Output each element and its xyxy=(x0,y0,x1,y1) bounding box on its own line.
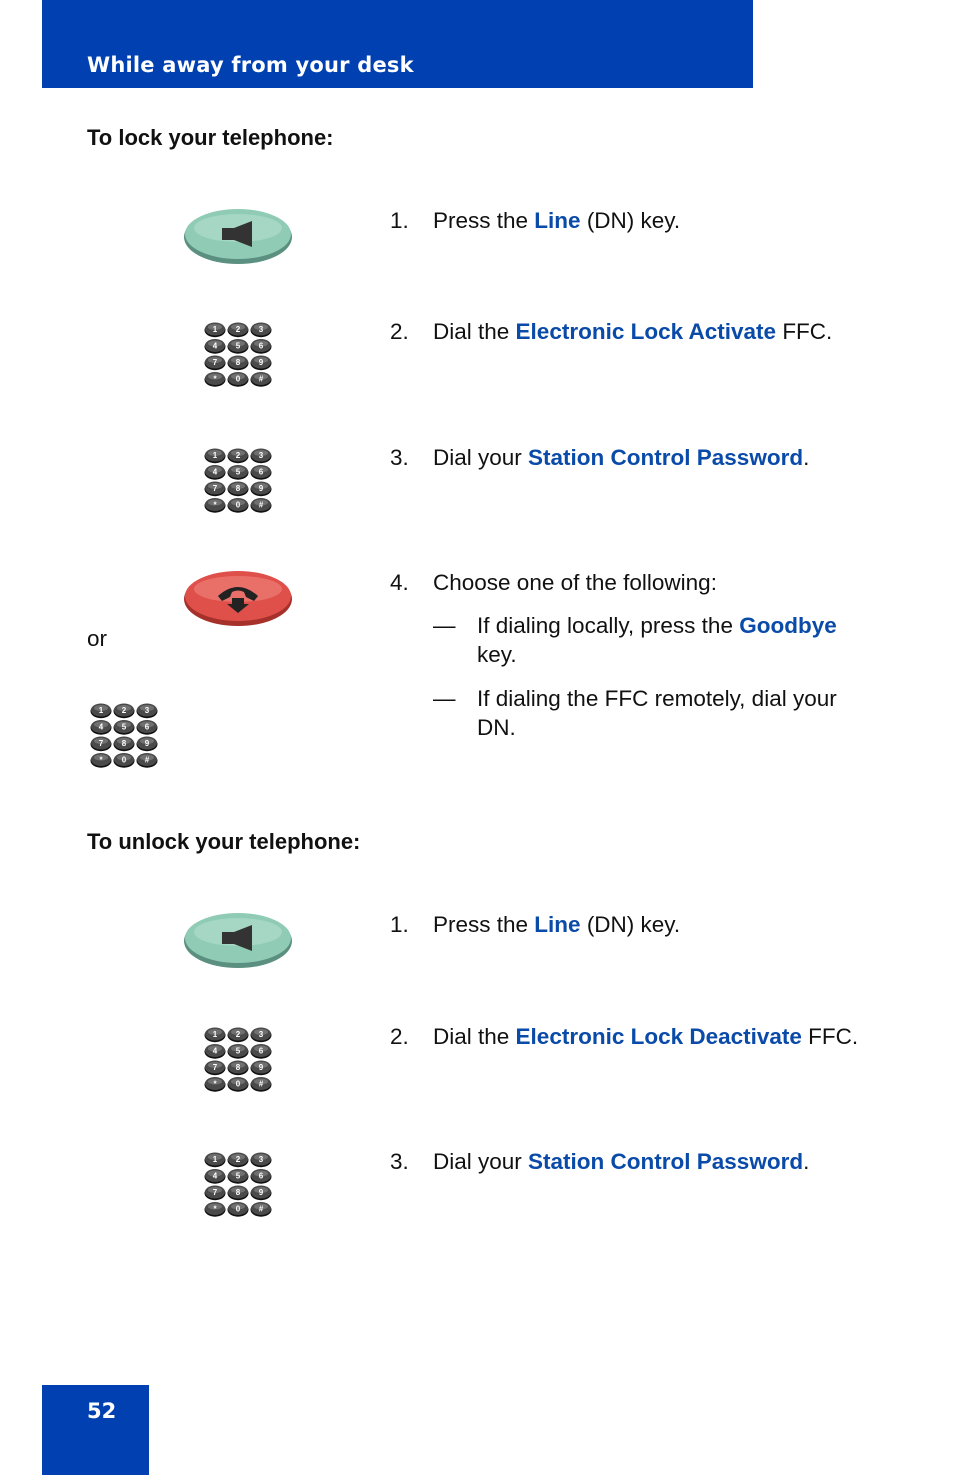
dialpad-key-label: 6 xyxy=(258,341,264,351)
dialpad-key-label: 1 xyxy=(212,1030,218,1039)
dialpad-key xyxy=(205,1202,226,1217)
dialpad-key-label: 3 xyxy=(144,706,150,715)
dialpad-key-label: 0 xyxy=(235,1079,241,1089)
dialpad-key-label: # xyxy=(258,500,264,510)
dialpad-key xyxy=(228,323,249,338)
dialpad-key-label: 6 xyxy=(258,467,264,477)
page-number: 52 xyxy=(87,1399,117,1423)
step-text: FFC. xyxy=(801,1024,859,1049)
dialpad-key xyxy=(205,482,226,497)
option-text: If dialing locally, press the xyxy=(477,613,740,638)
dialpad-key xyxy=(137,720,158,735)
dialpad-key-label: 7 xyxy=(98,739,104,748)
dialpad-key-label: 1 xyxy=(212,451,218,460)
dialpad-key-label: * xyxy=(213,1079,217,1089)
dialpad-key xyxy=(228,1044,249,1059)
dialpad-key xyxy=(205,372,226,387)
dialpad-key-label: 6 xyxy=(144,722,150,732)
dialpad-key-label: 2 xyxy=(235,1030,241,1039)
goodbye-key-icon xyxy=(182,568,294,628)
dialpad-key xyxy=(205,323,226,338)
dialpad-key xyxy=(137,753,158,768)
dialpad-key-label: 7 xyxy=(212,1063,218,1072)
lock-heading: To lock your telephone: xyxy=(87,125,334,150)
dialpad-key-label: 4 xyxy=(212,1171,218,1181)
dialpad-key xyxy=(205,1061,226,1076)
dialpad-key-label: 2 xyxy=(235,325,241,334)
dialpad-key xyxy=(205,1186,226,1201)
dialpad-key xyxy=(137,704,158,719)
dialpad-key-label: 5 xyxy=(235,467,241,477)
dialpad-key-label: 9 xyxy=(144,739,150,748)
dialpad-key xyxy=(137,737,158,752)
step-text: Press the xyxy=(433,912,535,937)
dialpad-key-label: 4 xyxy=(212,341,218,351)
step-number: 2. xyxy=(390,319,409,344)
step-number: 1. xyxy=(390,208,409,233)
dialpad-key-label: 8 xyxy=(235,358,241,367)
dialpad-key xyxy=(228,498,249,513)
dialpad-key-label: 0 xyxy=(121,755,127,765)
dialpad-key-label: 7 xyxy=(212,1188,218,1197)
dialpad-key xyxy=(228,1153,249,1168)
dialpad-key xyxy=(251,1153,272,1168)
dialpad-key-label: # xyxy=(258,1079,264,1089)
option-text: key. xyxy=(477,642,517,667)
dialpad-key xyxy=(205,339,226,354)
dialpad-key xyxy=(251,498,272,513)
line-key-term: Line xyxy=(534,912,581,937)
dialpad-key xyxy=(228,1028,249,1043)
dialpad-key xyxy=(228,1186,249,1201)
step-number: 1. xyxy=(390,912,409,937)
dialpad-key xyxy=(91,753,112,768)
dialpad-key-label: 3 xyxy=(258,1155,264,1164)
dash: — xyxy=(433,613,456,638)
dialpad-key-label: 9 xyxy=(258,358,264,367)
dialpad-key xyxy=(228,1169,249,1184)
dialpad-key xyxy=(251,1061,272,1076)
dialpad-key xyxy=(228,465,249,480)
goodbye-term: Goodbye xyxy=(739,613,837,638)
dialpad-key-label: 2 xyxy=(235,1155,241,1164)
dialpad-key xyxy=(251,356,272,371)
dialpad-key xyxy=(228,1077,249,1092)
dialpad-key xyxy=(114,720,135,735)
dialpad-key-label: 4 xyxy=(212,1046,218,1056)
dialpad-key-label: * xyxy=(213,1204,217,1214)
dialpad-icon xyxy=(204,321,272,387)
option-text: If dialing the FFC remotely, dial your DN. xyxy=(477,686,837,740)
dialpad-key xyxy=(251,1169,272,1184)
password-term: Station Control Password xyxy=(528,445,804,470)
page-number-box xyxy=(42,1385,149,1475)
step-number: 3. xyxy=(390,1149,409,1174)
dialpad-key-label: 8 xyxy=(235,1188,241,1197)
step-text: Dial the xyxy=(433,1024,516,1049)
dialpad-key xyxy=(251,1044,272,1059)
dialpad-key-label: 3 xyxy=(258,325,264,334)
dialpad-key xyxy=(251,372,272,387)
dialpad-key xyxy=(91,720,112,735)
step-text: (DN) key. xyxy=(580,912,681,937)
dialpad-icon xyxy=(204,447,272,513)
header-bar xyxy=(42,0,753,88)
step-number: 4. xyxy=(390,570,409,595)
dialpad-key-label: 7 xyxy=(212,484,218,493)
dialpad-key-label: 8 xyxy=(121,739,127,748)
step-text: . xyxy=(803,1149,810,1174)
step-number: 3. xyxy=(390,445,409,470)
dialpad-key xyxy=(205,1044,226,1059)
dialpad-key xyxy=(251,1186,272,1201)
dialpad-key xyxy=(228,356,249,371)
header-title: While away from your desk xyxy=(87,53,414,77)
dialpad-key xyxy=(251,482,272,497)
dialpad-key-label: 2 xyxy=(121,706,127,715)
dialpad-icon xyxy=(204,1151,272,1217)
ffc-term: Electronic Lock Activate xyxy=(515,319,777,344)
step-text: Dial the xyxy=(433,319,516,344)
dialpad-key-label: 6 xyxy=(258,1171,264,1181)
dialpad-key xyxy=(228,1202,249,1217)
dialpad-key xyxy=(251,323,272,338)
dialpad-key-label: 9 xyxy=(258,1188,264,1197)
dialpad-key xyxy=(251,1028,272,1043)
dialpad-key xyxy=(205,449,226,464)
dialpad-icon xyxy=(90,702,158,768)
dialpad-key-label: 4 xyxy=(212,467,218,477)
dialpad-key xyxy=(228,1061,249,1076)
dialpad-key xyxy=(228,372,249,387)
dialpad-key xyxy=(251,1077,272,1092)
dialpad-key xyxy=(251,465,272,480)
dialpad-key xyxy=(205,1153,226,1168)
dialpad-key-label: * xyxy=(213,374,217,384)
dialpad-key xyxy=(205,498,226,513)
dialpad-key xyxy=(251,1202,272,1217)
dialpad-key-label: 4 xyxy=(98,722,104,732)
line-key-icon xyxy=(182,206,294,266)
step-text: Dial your xyxy=(433,445,529,470)
step-text: FFC. xyxy=(776,319,833,344)
step-text: (DN) key. xyxy=(580,208,681,233)
dialpad-key-label: 1 xyxy=(212,325,218,334)
unlock-heading: To unlock your telephone: xyxy=(87,829,361,854)
dialpad-key-label: * xyxy=(213,500,217,510)
dialpad-key xyxy=(205,1169,226,1184)
dialpad-key-label: 8 xyxy=(235,484,241,493)
step-text: Dial your xyxy=(433,1149,529,1174)
password-term: Station Control Password xyxy=(528,1149,804,1174)
step-number: 2. xyxy=(390,1024,409,1049)
dialpad-key xyxy=(205,356,226,371)
dialpad-key-label: 5 xyxy=(235,1046,241,1056)
dialpad-key xyxy=(205,1077,226,1092)
dialpad-key xyxy=(205,1028,226,1043)
dialpad-key-label: # xyxy=(258,1204,264,1214)
ffc-term: Electronic Lock Deactivate xyxy=(515,1024,802,1049)
dialpad-key-label: 3 xyxy=(258,451,264,460)
dialpad-key-label: # xyxy=(144,755,150,765)
dialpad-key-label: 9 xyxy=(258,484,264,493)
dialpad-key-label: 5 xyxy=(121,722,127,732)
dialpad-key xyxy=(251,449,272,464)
dialpad-icon xyxy=(204,1026,272,1092)
dialpad-key xyxy=(91,737,112,752)
dialpad-key-label: 0 xyxy=(235,374,241,384)
dialpad-key-label: 8 xyxy=(235,1063,241,1072)
dialpad-key xyxy=(114,753,135,768)
dialpad-key xyxy=(228,449,249,464)
dialpad-key xyxy=(205,465,226,480)
dash: — xyxy=(433,686,456,711)
dialpad-key-label: 0 xyxy=(235,1204,241,1214)
dialpad-key xyxy=(114,737,135,752)
dialpad-key-label: 6 xyxy=(258,1046,264,1056)
dialpad-key-label: 2 xyxy=(235,451,241,460)
dialpad-key-label: 1 xyxy=(98,706,104,715)
dialpad-key-label: 9 xyxy=(258,1063,264,1072)
dialpad-key xyxy=(228,339,249,354)
line-key-term: Line xyxy=(534,208,581,233)
dialpad-key-label: 5 xyxy=(235,341,241,351)
dialpad-key-label: 5 xyxy=(235,1171,241,1181)
dialpad-key-label: 0 xyxy=(235,500,241,510)
step-text: Choose one of the following: xyxy=(433,570,717,595)
step-text: Press the xyxy=(433,208,535,233)
dialpad-key-label: 7 xyxy=(212,358,218,367)
dialpad-key-label: 1 xyxy=(212,1155,218,1164)
line-key-icon xyxy=(182,910,294,970)
or-label: or xyxy=(87,626,108,651)
dialpad-key xyxy=(91,704,112,719)
dialpad-key-label: # xyxy=(258,374,264,384)
step-text: . xyxy=(803,445,810,470)
dialpad-key xyxy=(228,482,249,497)
dialpad-key-label: 3 xyxy=(258,1030,264,1039)
dialpad-key xyxy=(114,704,135,719)
dialpad-key xyxy=(251,339,272,354)
dialpad-key-label: * xyxy=(99,755,103,765)
